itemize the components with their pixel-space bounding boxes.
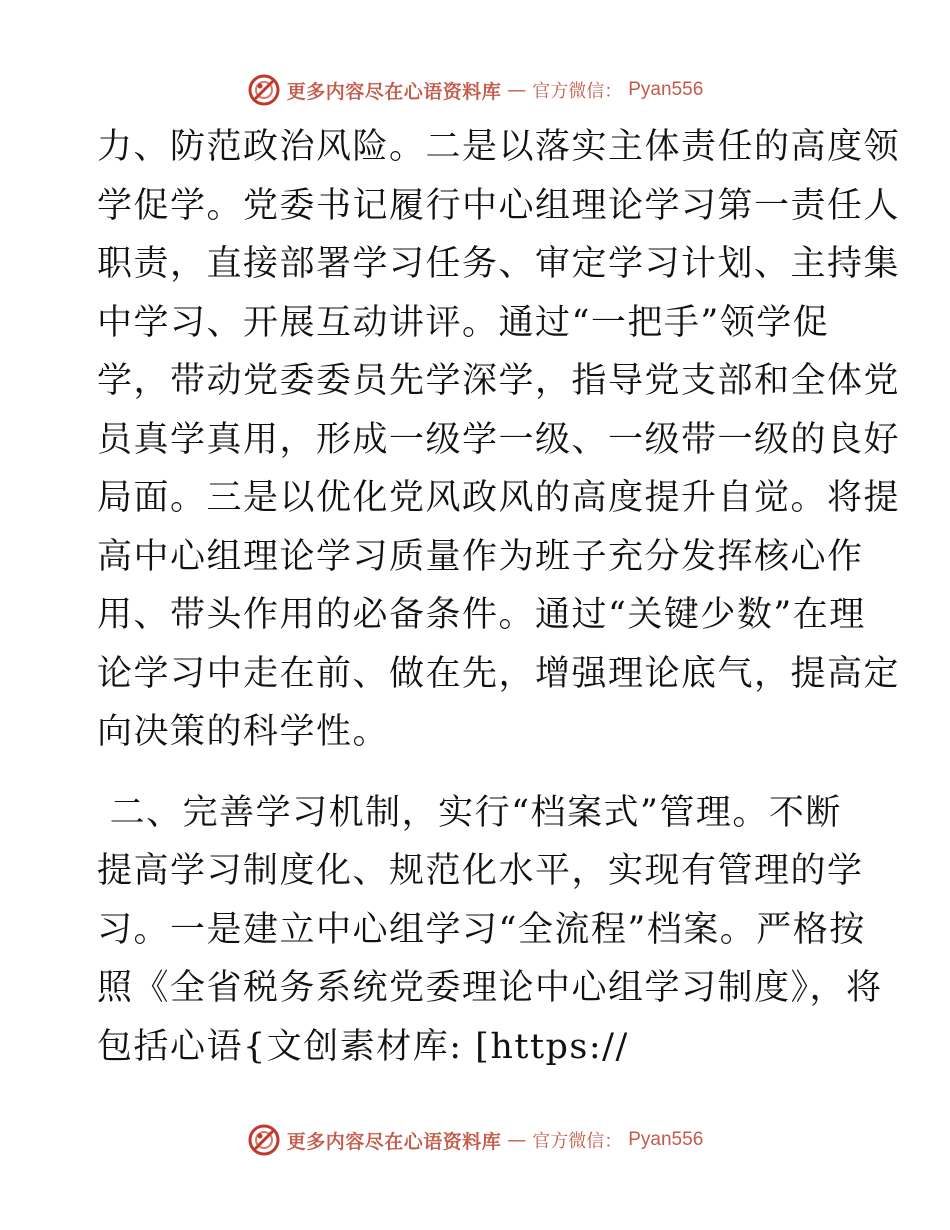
text-line: 照《全省税务系统党委理论中心组学习制度》，将 — [97, 968, 883, 1008]
text-line: 包括心语{文创素材库: [https:// — [97, 1026, 629, 1067]
watermark-separator: — — [507, 79, 527, 101]
watermark-wechat-id: Pyan556 — [628, 1129, 704, 1150]
watermark-wechat-id: Pyan556 — [628, 79, 704, 100]
document-body — [97, 118, 901, 1076]
text-line: 局面。三是以优化党风政风的高度提升自觉。将提 — [97, 478, 901, 518]
text-line: 向决策的科学性。 — [97, 712, 390, 752]
paragraph-spacer — [97, 762, 857, 784]
text-line: 二、完善学习机制，实行“档案式”管理。不断 — [97, 792, 842, 833]
brand-logo-icon — [247, 73, 281, 107]
watermark-brand-text: 更多内容尽在心语资料库 — [286, 1130, 502, 1153]
text-line: 中学习、开展互动讲评。通过“一把手”领学促 — [97, 302, 830, 343]
text-line: 习。一是建立中心组学习“全流程”档案。严格按 — [97, 909, 866, 950]
text-line: 学促学。党委书记履行中心组理论学习第一责任人 — [97, 185, 901, 226]
text-line: 学，带动党委委员先学深学，指导党支部和全体党 — [97, 361, 901, 401]
text-line: 力、防范政治风险。二是以落实主体责任的高度领 — [97, 127, 901, 167]
footer-watermark — [0, 1120, 950, 1160]
text-line: 用、带头作用的必备条件。通过“关键少数”在理 — [97, 595, 866, 635]
text-line: 论学习中走在前、做在先，增强理论底气，提高定 — [97, 653, 901, 694]
header-watermark — [0, 70, 950, 110]
watermark-brand-text: 更多内容尽在心语资料库 — [286, 80, 502, 103]
watermark-separator: — — [507, 1129, 527, 1151]
brand-logo-icon — [247, 1123, 281, 1157]
paragraph — [97, 784, 883, 1077]
paragraph — [97, 118, 901, 762]
text-line: 职责，直接部署学习任务、审定学习计划、主持集 — [97, 244, 901, 284]
watermark-official-label: 官方微信： — [532, 1131, 623, 1152]
text-line: 员真学真用，形成一级学一级、一级带一级的良好 — [97, 419, 901, 460]
watermark-official-label: 官方微信： — [532, 81, 623, 102]
text-line: 高中心组理论学习质量作为班子充分发挥核心作 — [97, 536, 864, 577]
text-line: 提高学习制度化、规范化水平，实现有管理的学 — [97, 851, 864, 891]
